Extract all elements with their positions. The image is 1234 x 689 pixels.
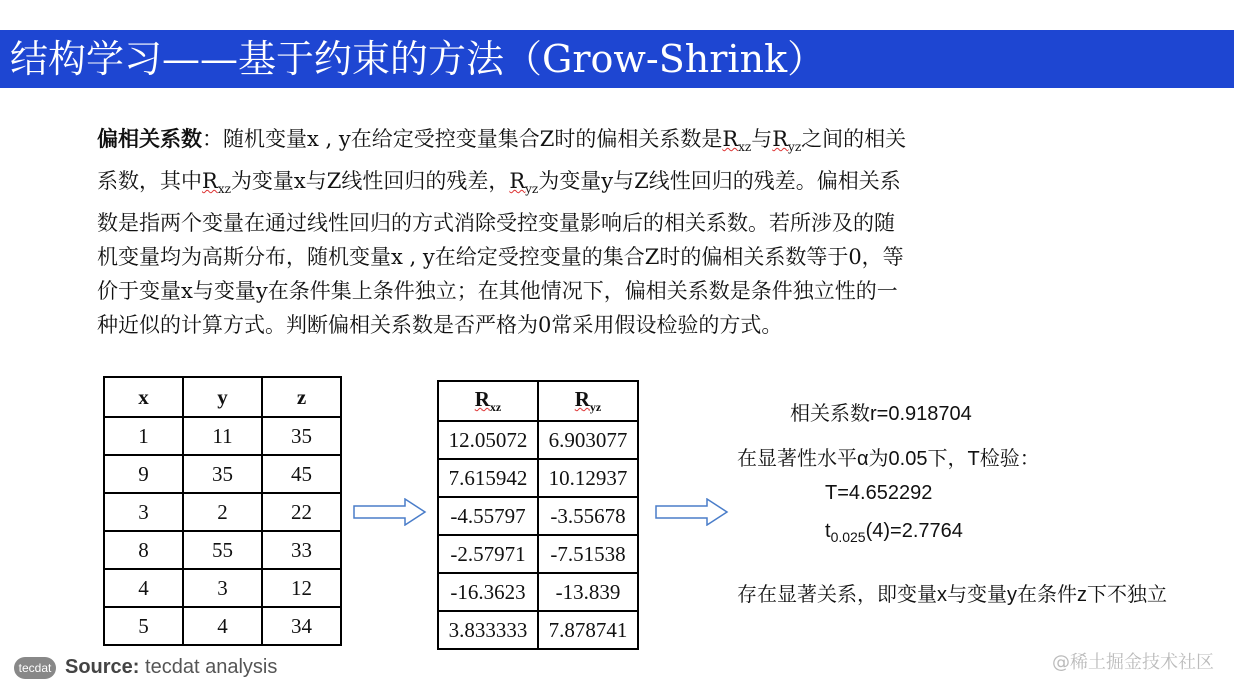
title-bar — [0, 30, 1234, 88]
table-header-row — [438, 381, 638, 421]
table-row: 12.05072 6.903077 — [438, 421, 638, 459]
para-line-5: 价于变量x与变量y在条件集上条件独立；在其他情况下，偏相关系数是条件独立性的一 — [97, 279, 898, 304]
significance-level: 在显著性水平α为0.05下，T检验： — [737, 448, 1040, 470]
residual-table — [437, 380, 639, 650]
table-row: 3 2 22 — [104, 493, 341, 531]
source-caption: Source: tecdat analysis — [65, 656, 278, 678]
table-row: 3.833333 7.878741 — [438, 611, 638, 649]
header-ryz: $R_{yz}$ — [538, 381, 638, 421]
header-rxz: $R_{xz}$ — [438, 381, 538, 421]
term-label: 偏相关系数 — [97, 126, 202, 151]
page-title: 结构学习——基于约束的方法（Grow-Shrink） — [10, 37, 826, 81]
header-y: y — [183, 377, 262, 417]
table-row: 9 35 45 — [104, 455, 341, 493]
table-row: 8 55 33 — [104, 531, 341, 569]
header-z: z — [262, 377, 341, 417]
correlation-result: 相关系数r=0.918704 — [790, 403, 972, 425]
para-line-1: 偏相关系数：随机变量x , y在给定受控变量集合Z时的偏相关系数是$R_{xz}$与$R_{yz}$之间的相关 — [97, 126, 907, 155]
description-paragraph — [97, 122, 987, 342]
data-table — [103, 376, 342, 646]
watermark: @稀土掘金技术社区 — [1052, 652, 1214, 673]
table-row: -4.55797 -3.55678 — [438, 497, 638, 535]
para-line-2: 系数，其中$R_{xz}$为变量x与Z线性回归的残差，$R_{yz}$为变量y与Z线性回归的残差。偏相关系 — [97, 169, 901, 197]
table-row: -2.57971 -7.51538 — [438, 535, 638, 573]
t-statistic: T=4.652292 — [825, 482, 933, 504]
table-row: 7.615942 10.12937 — [438, 459, 638, 497]
para-line-4: 机变量均为高斯分布，随机变量x , y在给定受控变量的集合Z时的偏相关系数等于0，等 — [97, 245, 904, 270]
header-x: x — [104, 377, 183, 417]
table-row: -16.3623 -13.839 — [438, 573, 638, 611]
critical-value: $t_{0.025}(4)=2.7764$ — [825, 520, 963, 545]
tecdat-logo: tecdat — [14, 657, 56, 679]
right-arrow-icon — [655, 498, 729, 526]
conclusion-text: 存在显著关系，即变量x与变量y在条件z下不独立 — [737, 584, 1167, 606]
table-row: 4 3 12 — [104, 569, 341, 607]
right-arrow-icon — [353, 498, 427, 526]
table-header-row — [104, 377, 341, 417]
table-row: 5 4 34 — [104, 607, 341, 645]
para-line-3: 数是指两个变量在通过线性回归的方式消除受控变量影响后的相关系数。若所涉及的随 — [97, 211, 895, 236]
table-row: 1 11 35 — [104, 417, 341, 455]
para-line-6: 种近似的计算方式。判断偏相关系数是否严格为0常采用假设检验的方式。 — [97, 313, 783, 338]
